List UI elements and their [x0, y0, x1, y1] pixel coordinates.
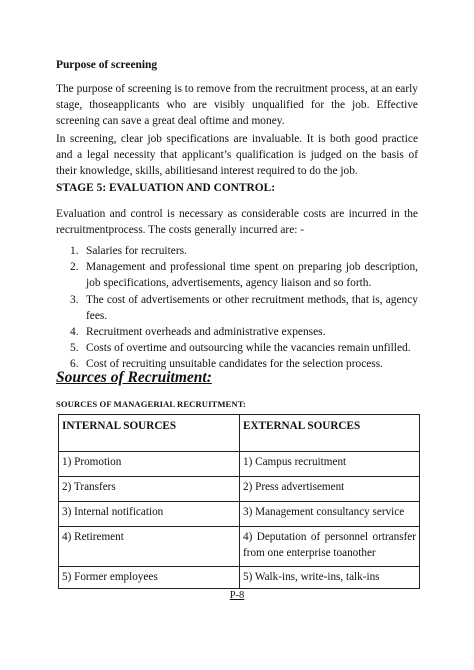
cost-list-item [56, 340, 418, 356]
sources-heading: Sources of Recruitment: [56, 369, 212, 386]
table-row [59, 502, 420, 527]
recruitment-sources-table [58, 414, 420, 589]
external-source-cell: 3) Management consultancy service [240, 502, 420, 527]
internal-sources-header: INTERNAL SOURCES [59, 415, 240, 452]
internal-source-cell: 1) Promotion [59, 452, 240, 477]
cost-list-item [56, 292, 418, 324]
external-source-cell: 4) Deputation of personnel ortransfer from one enterprise toanother [240, 527, 420, 567]
cost-text: Cost of recruiting unsuitable candidates for the selection process. [86, 358, 384, 371]
external-sources-header: EXTERNAL SOURCES [240, 415, 420, 452]
cost-number: 5. [70, 342, 79, 355]
purpose-paragraph-2: In screening, clear job specifications are invaluable. It is both good practice and a legal necessity that applicant’s qualification is judged on the basis of their knowledge, skills, abilitiesand interest required to do the job. [56, 133, 418, 178]
table-row [59, 567, 420, 589]
purpose-paragraph-1: The purpose of screening is to remove from the recruitment process, at an early stage, thoseapplicants who are visibly unqualified for the job. Effective screening can save a great deal oftime and money. [56, 83, 418, 128]
table-row [59, 527, 420, 567]
internal-source-cell: 3) Internal notification [59, 502, 240, 527]
cost-text: Costs of overtime and outsourcing while the vacancies remain unfilled. [86, 342, 411, 355]
cost-text: Management and professional time spent on preparing job description, job specifications, advertisements, agency liaison and so forth. [86, 261, 418, 290]
internal-source-cell: 4) Retirement [59, 527, 240, 567]
table-header-row [59, 415, 420, 452]
cost-list [56, 243, 418, 373]
internal-source-cell: 5) Former employees [59, 567, 240, 589]
cost-text: Recruitment overheads and administrative expenses. [86, 326, 326, 339]
cost-list-item [56, 259, 418, 291]
stage5-intro: Evaluation and control is necessary as considerable costs are incurred in the recruitmentprocess. The costs generally incurred are: - [56, 208, 418, 237]
purpose-heading: Purpose of screening [56, 59, 158, 71]
table-row [59, 452, 420, 477]
external-source-cell: 5) Walk-ins, write-ins, talk-ins [240, 567, 420, 589]
cost-number: 2. [70, 261, 79, 274]
cost-list-item [56, 324, 418, 340]
cost-text: The cost of advertisements or other recruitment methods, that is, agency fees. [86, 293, 418, 322]
managerial-sources-heading: SOURCES OF MANAGERIAL RECRUITMENT: [56, 399, 246, 409]
page-number: P-8 [229, 590, 245, 601]
table-row [59, 477, 420, 502]
stage5-heading: STAGE 5: EVALUATION AND CONTROL: [56, 182, 275, 194]
external-source-cell: 2) Press advertisement [240, 477, 420, 502]
cost-list-item [56, 243, 418, 259]
cost-number: 4. [70, 326, 79, 339]
cost-text: Salaries for recruiters. [86, 245, 187, 257]
external-source-cell: 1) Campus recruitment [240, 452, 420, 477]
internal-source-cell: 2) Transfers [59, 477, 240, 502]
cost-number: 1. [70, 245, 79, 257]
cost-number: 6. [70, 358, 79, 371]
cost-number: 3. [70, 293, 79, 306]
